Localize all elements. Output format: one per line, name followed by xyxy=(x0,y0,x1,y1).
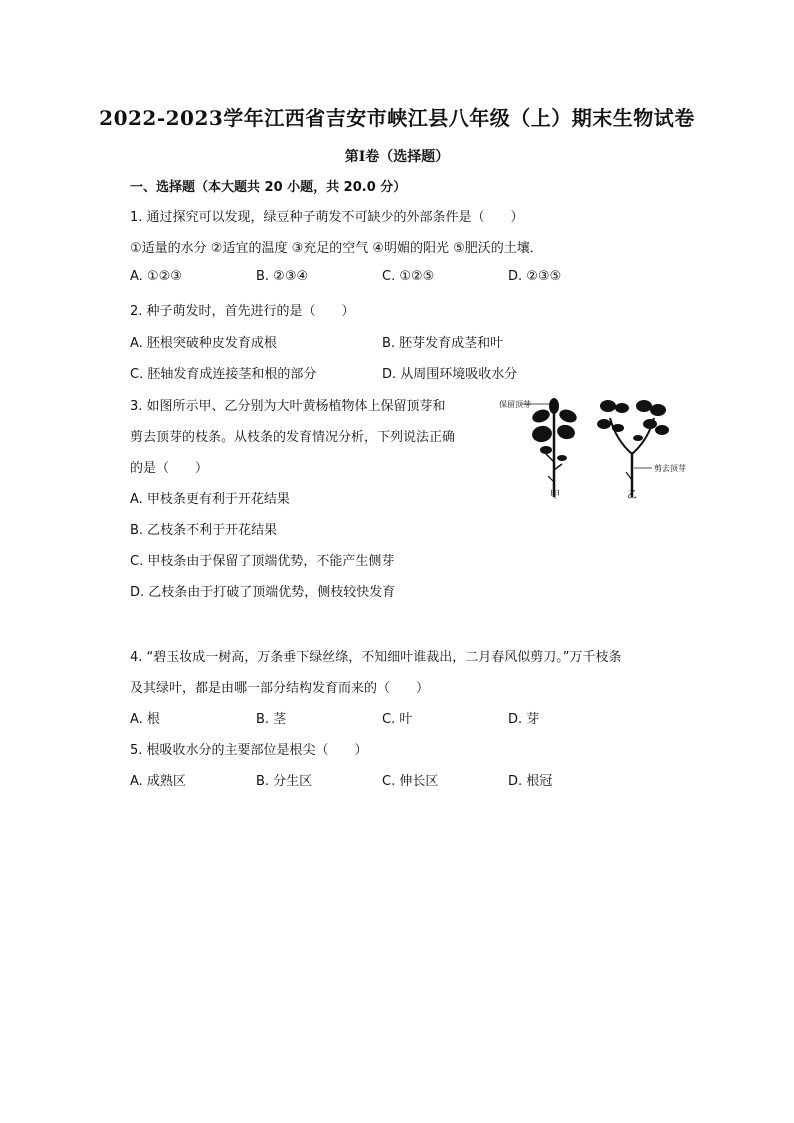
exam-title: 2022-2023学年江西省吉安市峡江县八年级（上）期末生物试卷 xyxy=(99,106,695,130)
question-1-stem: 1. 通过探究可以发现，绿豆种子萌发不可缺少的外部条件是（ ） xyxy=(130,210,524,225)
label-cut-bud: 剪去顶芽 xyxy=(654,464,686,473)
question-1-option-b: B. ②③④ xyxy=(256,269,309,284)
plant-branch-figure xyxy=(498,392,698,502)
question-3-option-a: A. 甲枝条更有利于开花结果 xyxy=(130,492,290,507)
question-5-option-d: D. 根冠 xyxy=(508,774,553,789)
volume-subtitle: 第Ⅰ卷（选择题） xyxy=(344,149,450,165)
section-heading: 一、选择题（本大题共 20 小题，共 20.0 分） xyxy=(130,180,407,195)
question-2-stem: 2. 种子萌发时，首先进行的是（ ） xyxy=(130,304,355,319)
question-5-option-c: C. 伸长区 xyxy=(382,774,439,789)
question-1-conditions: ①适量的水分 ②适宜的温度 ③充足的空气 ④明媚的阳光 ⑤肥沃的土壤． xyxy=(130,241,543,256)
label-branch-a: 甲 xyxy=(550,490,560,501)
question-4-option-d: D. 芽 xyxy=(508,712,540,727)
label-branch-b: 乙 xyxy=(627,490,637,501)
question-2-option-d: D. 从周围环境吸收水分 xyxy=(382,367,518,382)
question-4-stem-line-2: 及其绿叶，都是由哪一部分结构发育而来的（ ） xyxy=(130,681,430,696)
question-4-option-a: A. 根 xyxy=(130,712,160,727)
branch-a-drawing xyxy=(530,398,578,497)
question-3-stem-line-1: 3. 如图所示甲、乙分别为大叶黄杨植物体上保留顶芽和 xyxy=(130,399,446,414)
question-2-option-b: B. 胚芽发育成茎和叶 xyxy=(382,336,504,351)
question-1-option-a: A. ①②③ xyxy=(130,269,182,284)
question-5-option-b: B. 分生区 xyxy=(256,774,313,789)
question-3-option-b: B. 乙枝条不利于开花结果 xyxy=(130,523,278,538)
branch-b-drawing xyxy=(597,400,669,497)
question-5-stem: 5. 根吸收水分的主要部位是根尖（ ） xyxy=(130,743,368,758)
question-3-stem-line-3: 的是（ ） xyxy=(130,461,209,476)
question-3-option-d: D. 乙枝条由于打破了顶端优势，侧枝较快发育 xyxy=(130,585,396,600)
question-4-stem-line-1: 4. “碧玉妆成一树高，万条垂下绿丝绦，不知细叶谁裁出，二月春风似剪刀。”万千枝条 xyxy=(130,650,622,665)
question-1-option-c: C. ①②⑤ xyxy=(382,269,435,284)
question-2-option-c: C. 胚轴发育成连接茎和根的部分 xyxy=(130,367,317,382)
label-keep-bud: 保留顶芽 xyxy=(499,400,531,409)
question-3-stem-line-2: 剪去顶芽的枝条。从枝条的发育情况分析，下列说法正确 xyxy=(130,430,456,445)
question-5-option-a: A. 成熟区 xyxy=(130,774,186,789)
question-4-option-c: C. 叶 xyxy=(382,712,413,727)
question-3-option-c: C. 甲枝条由于保留了顶端优势，不能产生侧芽 xyxy=(130,554,395,569)
question-1-option-d: D. ②③⑤ xyxy=(508,269,562,284)
question-4-option-b: B. 茎 xyxy=(256,712,287,727)
question-2-option-a: A. 胚根突破种皮发育成根 xyxy=(130,336,277,351)
